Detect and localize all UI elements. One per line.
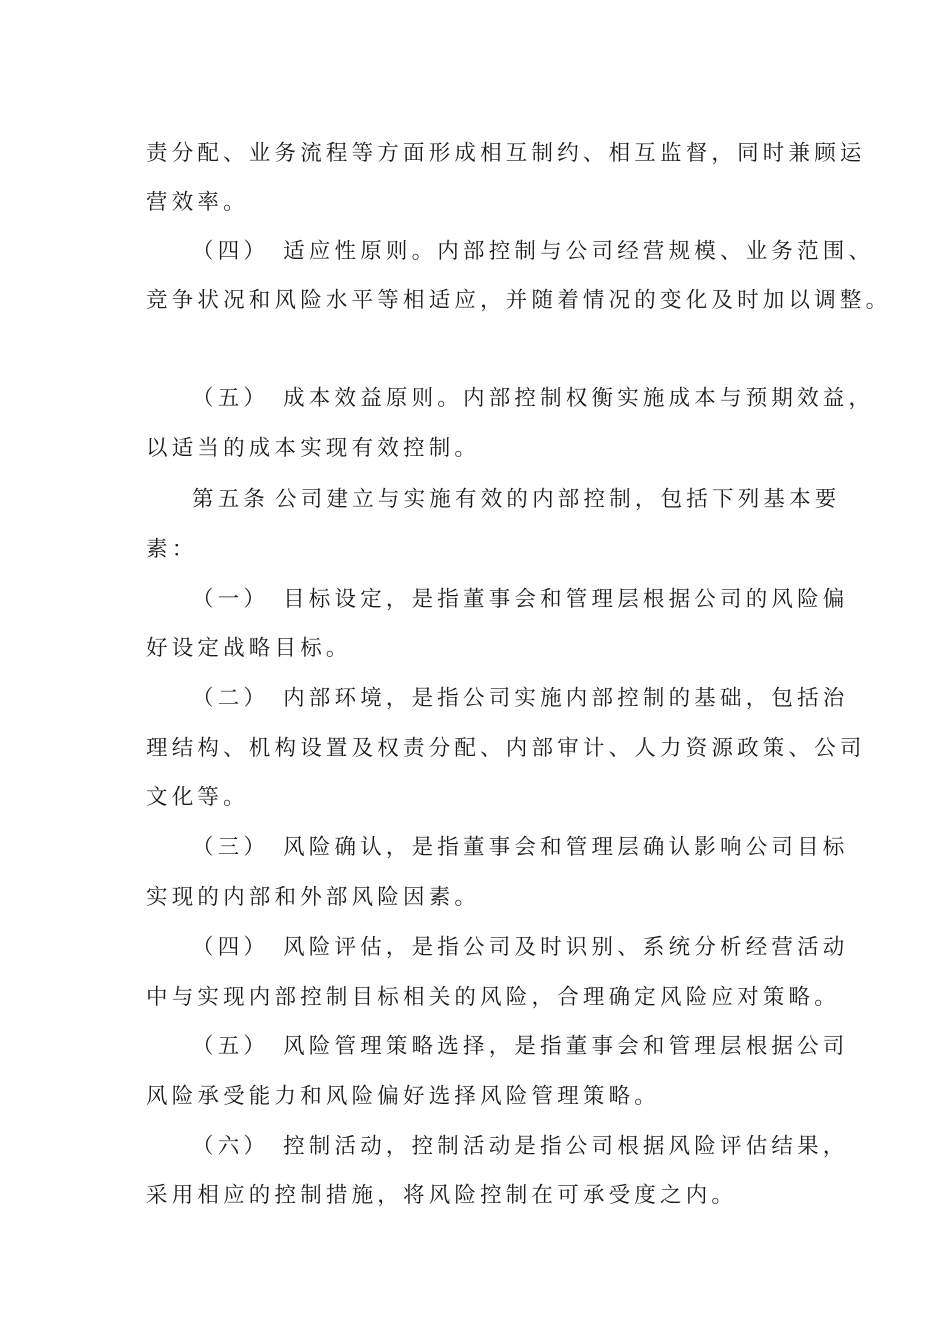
item-label: （二） xyxy=(192,686,270,711)
paragraph-text: 采用相应的控制措施，将风险控制在可承受度之内。 xyxy=(146,1183,738,1208)
text-line xyxy=(192,1132,849,1162)
text-line xyxy=(192,833,849,863)
text-line xyxy=(192,933,849,963)
paragraph-text: 控制活动，控制活动是指公司根据风险评估结果， xyxy=(283,1134,849,1159)
item-label: （四） xyxy=(192,239,270,264)
paragraph-text: 公司建立与实施有效的内部控制，包括下列基本要 xyxy=(275,487,841,512)
paragraph-text: 中与实现内部控制目标相关的风险，合理确定风险应对策略。 xyxy=(146,985,840,1010)
text-line xyxy=(146,983,840,1013)
item-label: （三） xyxy=(192,835,270,860)
text-line xyxy=(192,237,874,267)
paragraph-text: 风险管理策略选择，是指董事会和管理层根据公司 xyxy=(283,1034,849,1059)
text-line xyxy=(146,139,866,169)
paragraph-text: 竞争状况和风险水平等相适应，并随着情况的变化及时加以调整。 xyxy=(146,288,892,313)
paragraph-text: 风险承受能力和风险偏好选择风险管理策略。 xyxy=(146,1084,661,1109)
paragraph-text: 风险确认，是指董事会和管理层确认影响公司目标 xyxy=(283,835,849,860)
text-line xyxy=(146,634,352,664)
paragraph-text: 风险评估，是指公司及时识别、系统分析经营活动 xyxy=(283,935,849,960)
text-line xyxy=(146,734,866,764)
text-line xyxy=(146,783,249,813)
paragraph-text: 营效率。 xyxy=(146,190,249,215)
text-line xyxy=(192,585,849,615)
text-line xyxy=(192,684,849,714)
paragraph-text: 目标设定，是指董事会和管理层根据公司的风险偏 xyxy=(283,587,849,612)
paragraph-text: 实现的内部和外部风险因素。 xyxy=(146,885,481,910)
text-line xyxy=(192,485,841,515)
text-line xyxy=(146,286,891,316)
text-line xyxy=(146,883,480,913)
item-label: （四） xyxy=(192,935,270,960)
paragraph-text: 内部环境，是指公司实施内部控制的基础，包括治 xyxy=(283,686,849,711)
article-label: 第五条 xyxy=(192,487,270,512)
item-label: （五） xyxy=(192,386,270,411)
paragraph-text: 适应性原则。内部控制与公司经营规模、业务范围、 xyxy=(283,239,875,264)
item-label: （六） xyxy=(192,1134,270,1159)
text-line xyxy=(146,188,249,218)
item-label: （五） xyxy=(192,1034,270,1059)
text-line xyxy=(146,535,197,565)
text-line xyxy=(146,1082,660,1112)
paragraph-text: 理结构、机构设置及权责分配、内部审计、人力资源政策、公司 xyxy=(146,736,866,761)
text-line xyxy=(146,434,480,464)
paragraph-text: 以适当的成本实现有效控制。 xyxy=(146,436,481,461)
paragraph-text: 责分配、业务流程等方面形成相互制约、相互监督，同时兼顾运 xyxy=(146,141,866,166)
paragraph-text: 好设定战略目标。 xyxy=(146,636,352,661)
text-line xyxy=(192,384,874,414)
paragraph-text: 成本效益原则。内部控制权衡实施成本与预期效益， xyxy=(283,386,875,411)
text-line xyxy=(192,1032,849,1062)
paragraph-text: 素： xyxy=(146,537,198,562)
text-line xyxy=(146,1181,737,1211)
paragraph-text: 文化等。 xyxy=(146,785,249,810)
item-label: （一） xyxy=(192,587,270,612)
